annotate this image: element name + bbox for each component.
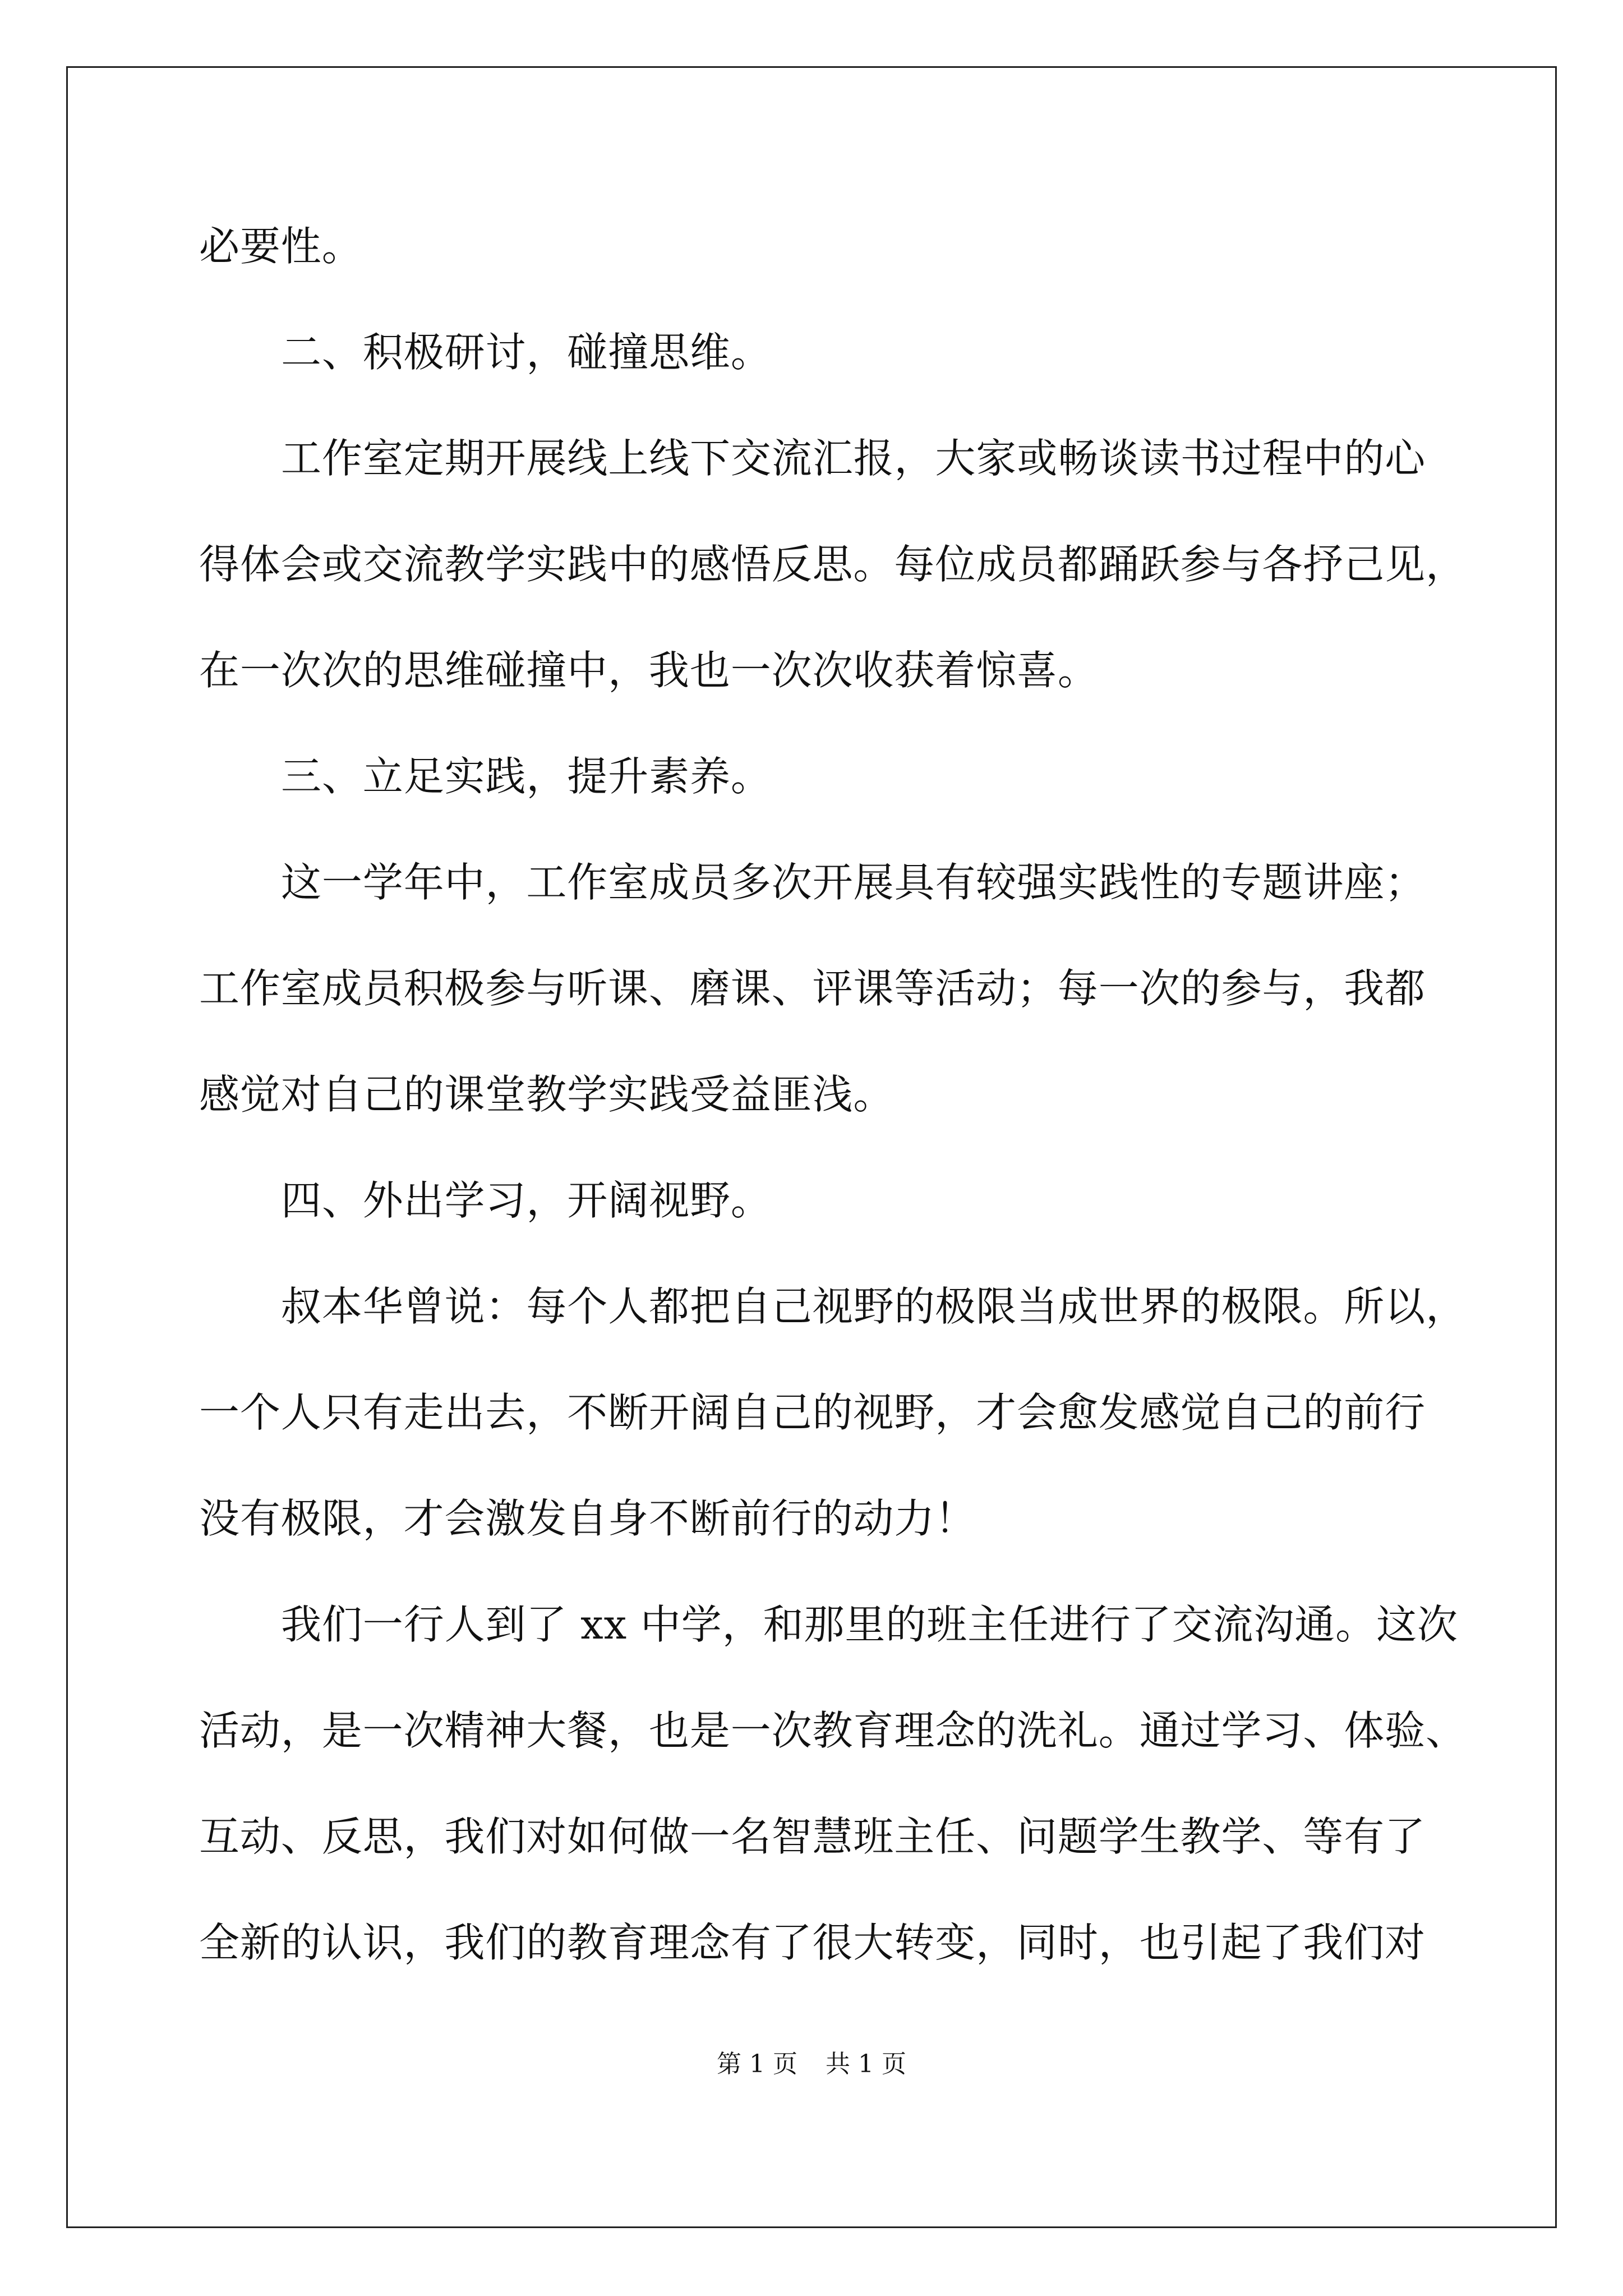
text-line bbox=[199, 618, 1427, 724]
document-body bbox=[199, 194, 1467, 1996]
text-line bbox=[199, 1360, 1427, 1466]
text-line bbox=[199, 406, 1427, 512]
section-heading bbox=[199, 724, 1427, 830]
line-text: 全新的认识，我们的教育理念有了很大转变，同时，也引起了我们对 bbox=[199, 1919, 1426, 1966]
line-text: 我们一行人到了 xx 中学，和那里的班主任进行了交流沟通。这次 bbox=[281, 1601, 1458, 1648]
text-line bbox=[199, 512, 1467, 618]
line-text: 在一次次的思维碰撞中，我也一次次收获着惊喜。 bbox=[199, 647, 1099, 694]
text-line bbox=[199, 1784, 1427, 1890]
text-line bbox=[199, 1572, 1458, 1678]
page-total: 共 1 页 bbox=[826, 2050, 906, 2078]
line-text: 这一学年中，工作室成员多次开展具有较强实践性的专题讲座； bbox=[281, 859, 1426, 906]
line-text: 二、积极研讨，碰撞思维。 bbox=[281, 329, 772, 376]
page-footer bbox=[0, 2047, 1623, 2081]
text-line bbox=[199, 936, 1427, 1042]
text-line bbox=[199, 1042, 1427, 1148]
line-text: 工作室成员积极参与听课、磨课、评课等活动；每一次的参与，我都 bbox=[199, 965, 1426, 1012]
text-line bbox=[199, 1890, 1427, 1996]
text-line bbox=[199, 1254, 1467, 1360]
section-heading bbox=[199, 1148, 1427, 1254]
text-line bbox=[199, 1678, 1467, 1784]
section-heading bbox=[199, 300, 1427, 406]
text-line bbox=[199, 194, 1427, 300]
line-text: 得体会或交流教学实践中的感悟反思。每位成员都踊跃参与各抒己见， bbox=[199, 541, 1467, 588]
line-text: 活动，是一次精神大餐，也是一次教育理念的洗礼。通过学习、体验、 bbox=[199, 1707, 1467, 1754]
page-number: 第 1 页 bbox=[717, 2050, 797, 2078]
line-text: 工作室定期开展线上线下交流汇报，大家或畅谈读书过程中的心 bbox=[281, 435, 1426, 482]
line-text: 叔本华曾说：每个人都把自己视野的极限当成世界的极限。所以， bbox=[281, 1283, 1467, 1330]
line-text: 没有极限，才会激发自身不断前行的动力！ bbox=[199, 1495, 976, 1542]
text-line bbox=[199, 1466, 1427, 1572]
line-text: 互动、反思，我们对如何做一名智慧班主任、问题学生教学、等有了 bbox=[199, 1813, 1426, 1860]
text-line bbox=[199, 830, 1427, 936]
line-text: 四、外出学习，开阔视野。 bbox=[281, 1177, 772, 1224]
line-text: 感觉对自己的课堂教学实践受益匪浅。 bbox=[199, 1071, 895, 1118]
line-text: 三、立足实践，提升素养。 bbox=[281, 753, 772, 800]
line-text: 一个人只有走出去，不断开阔自己的视野，才会愈发感觉自己的前行 bbox=[199, 1389, 1426, 1436]
line-text: 必要性。 bbox=[199, 223, 363, 270]
